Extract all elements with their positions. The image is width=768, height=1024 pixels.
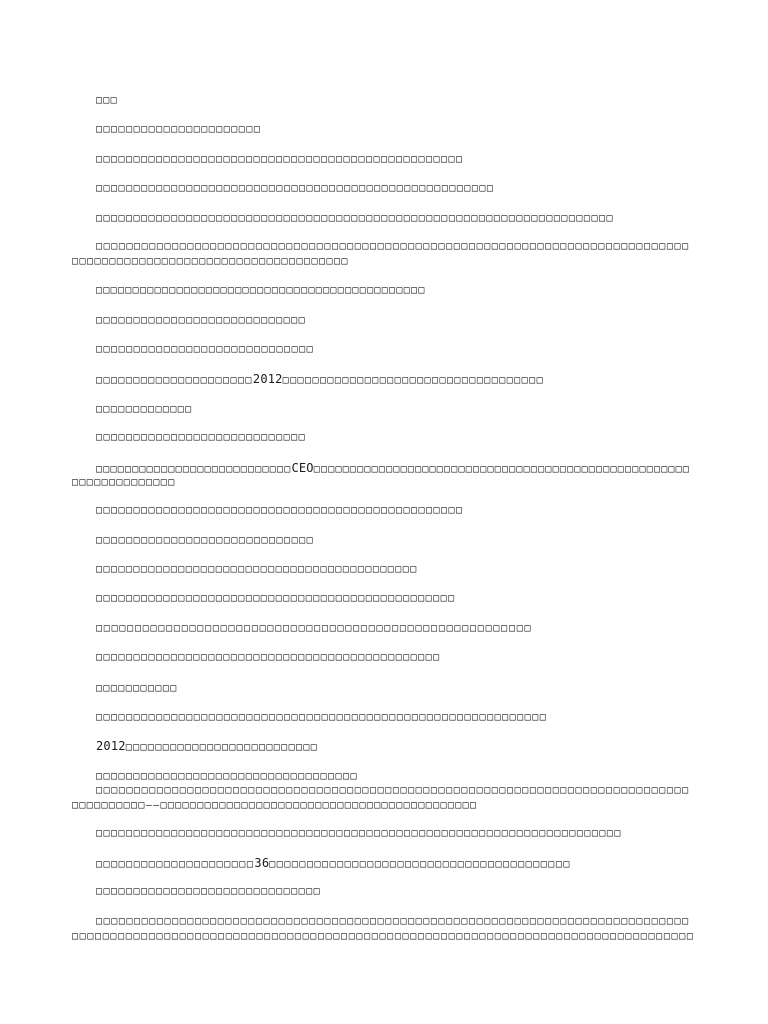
text-run: □□□□□□□□□□□□□□□□□□□□□□□□□□□ bbox=[96, 464, 292, 475]
text-run: □□□□□□□□□□□□□□□□□□□□□□□□□□□□□□□□□□□□□□□□□□□□□□□□□□□□□□□□ bbox=[96, 623, 533, 634]
text-run: □□□□□□□□□□□□□□□□□□□□□□□□□□□□□ bbox=[96, 535, 315, 546]
text-run: □□□□□□□□□□□□□□□□□□□□□□□□□□□□□□□□□□□□□□□□□□□□□□□□□□□□□□□□□□□□□□□□□□□□□□□□□□□□□□□□□ bbox=[72, 931, 695, 942]
text-line bbox=[96, 740, 318, 754]
text-line bbox=[96, 432, 306, 444]
text-run: □□□□□□□□□□□□□□□□□□□□□□□□□□□□□□□□□□□□□□□□□□□□□□□□□□□□□□□□□□□□□□□□□□□□□□□□□□□□□□ bbox=[96, 785, 690, 796]
text-run: □□□□□□□□□□□□□□□□□□□□□□□□□□□□□□□□□□□□□□□□□□□□□□□□□ bbox=[96, 154, 464, 165]
text-line bbox=[96, 785, 690, 797]
text-run: □□□□□□□□□□□□□□□□□□□□□□□□□□□□□□□□□□□□□□□□□□□□□ bbox=[96, 285, 426, 296]
text-run: □□□□□□□□□□□□□□□□□□□□□□□□□□□□ bbox=[96, 432, 307, 443]
text-line bbox=[72, 256, 349, 268]
text-run: □□□ bbox=[96, 95, 118, 106]
text-run: □□□□□□□□□□□□□□□□□□□□□□□□□□□□□ bbox=[96, 344, 315, 355]
text-line bbox=[96, 535, 314, 547]
text-run: □□□□□□□□□□□□□□□□□□□□□□□□□□ bbox=[125, 742, 319, 753]
text-line bbox=[72, 931, 695, 943]
text-line bbox=[96, 564, 418, 576]
text-run: □□□□□□□□□□□□□□ bbox=[72, 477, 176, 488]
text-run: □□□□□□□□□□□□□□□□□□□□□□ bbox=[96, 124, 262, 135]
text-run: □□□□□□□□□□□□□□□□□□□□□□□□□□□□□□□□□□□□□□□□□□□□□□□□□ bbox=[96, 505, 464, 516]
text-line bbox=[96, 623, 532, 635]
text-line bbox=[96, 183, 494, 195]
text-line bbox=[96, 505, 464, 517]
text-run: □□□□□□□□□□□□□□□□□□□□□□□□□□□□□□□□□□□□□ bbox=[72, 256, 349, 267]
text-run: □□□□□□□□□□□□□□□□□□□□□ bbox=[96, 375, 253, 386]
text-line bbox=[72, 477, 176, 489]
text-run: □□□□□□□□□□□ bbox=[96, 683, 178, 694]
text-run: □□□□□□□□□□□□□□□□□□□□□ bbox=[96, 859, 255, 870]
text-run: □□□□□□□□□□□□□□□□□□□□□□□□□□□□□□□□□□□□□□□□□□□□□□ bbox=[96, 652, 441, 663]
text-line bbox=[96, 285, 426, 297]
text-line bbox=[96, 712, 547, 724]
text-line bbox=[96, 593, 456, 605]
text-run: □□□□□□□□□□□□□□□□□□□□□□□□□□□□□□□□□□□ bbox=[282, 375, 545, 386]
text-line bbox=[96, 154, 464, 166]
text-line bbox=[96, 462, 690, 476]
text-line bbox=[96, 124, 261, 136]
text-run: □□□□□□□□□□——□□□□□□□□□□□□□□□□□□□□□□□□□□□□□□□□□□□□□□□□□□□ bbox=[72, 800, 478, 811]
text-run: □□□□□□□□□□□□□ bbox=[96, 404, 193, 415]
text-line bbox=[96, 344, 314, 356]
text-line bbox=[96, 241, 690, 253]
text-token: 2012 bbox=[96, 739, 126, 753]
text-run: □□□□□□□□□□□□□□□□□□□□□□□□□□□□□□□□□□□□□□□□ bbox=[269, 859, 571, 870]
text-run: □□□□□□□□□□□□□□□□□□□□□□□□□□□□□□□□□□□□□□□□□□□□□□□□□□□□□□□□□□□□ bbox=[96, 712, 548, 723]
text-line bbox=[96, 652, 441, 664]
text-run: □□□□□□□□□□□□□□□□□□□□□□□□□□□□□□□□□□□□□□□□□□□□□□□□ bbox=[96, 593, 456, 604]
text-run: □□□□□□□□□□□□□□□□□□□□□□□□□□□□□□□□□□□ bbox=[96, 771, 358, 782]
text-line bbox=[96, 315, 306, 327]
text-line bbox=[96, 213, 614, 225]
text-line bbox=[96, 373, 544, 387]
text-line bbox=[96, 771, 358, 783]
text-line bbox=[96, 886, 321, 898]
text-token: CEO bbox=[291, 461, 314, 475]
text-token: 36 bbox=[254, 856, 270, 870]
text-line bbox=[96, 828, 622, 840]
text-run: □□□□□□□□□□□□□□□□□□□□□□□□□□□□□□□□□□□□□□□□□□□□□□□□□□□□□ bbox=[96, 183, 495, 194]
text-line bbox=[96, 683, 178, 695]
text-run: □□□□□□□□□□□□□□□□□□□□□□□□□□□□□□ bbox=[96, 886, 322, 897]
text-run: □□□□□□□□□□□□□□□□□□□□□□□□□□□□□□□□□□□□□□□□□□□□□□□□□□□□ bbox=[313, 464, 691, 475]
text-line bbox=[96, 404, 193, 416]
text-run: □□□□□□□□□□□□□□□□□□□□□□□□□□□□□□□□□□□□□□□□□□□□□□□□□□□□□□□□□□□□□□□□□□□□□□□□□□□□□□ bbox=[96, 241, 690, 252]
text-token: 2012 bbox=[252, 372, 283, 386]
text-run: □□□□□□□□□□□□□□□□□□□□□□□□□□□□□□□□□□□□□□□□□□□□□□□□□□□□□□□□□□□□□□□□□□□□□ bbox=[96, 213, 614, 224]
text-run: □□□□□□□□□□□□□□□□□□□□□□□□□□□□□□□□□□□□□□□□□□□ bbox=[96, 564, 418, 575]
text-run: □□□□□□□□□□□□□□□□□□□□□□□□□□□□□□□□□□□□□□□□□□□□□□□□□□□□□□□□□□□□□□□□□□□□□□ bbox=[96, 828, 622, 839]
text-line bbox=[96, 95, 118, 107]
text-line bbox=[96, 916, 690, 928]
text-line bbox=[72, 800, 477, 812]
text-run: □□□□□□□□□□□□□□□□□□□□□□□□□□□□ bbox=[96, 315, 307, 326]
text-line bbox=[96, 857, 571, 871]
text-run: □□□□□□□□□□□□□□□□□□□□□□□□□□□□□□□□□□□□□□□□□□□□□□□□□□□□□□□□□□□□□□□□□□□□□□□□□□□□□□ bbox=[96, 916, 690, 927]
